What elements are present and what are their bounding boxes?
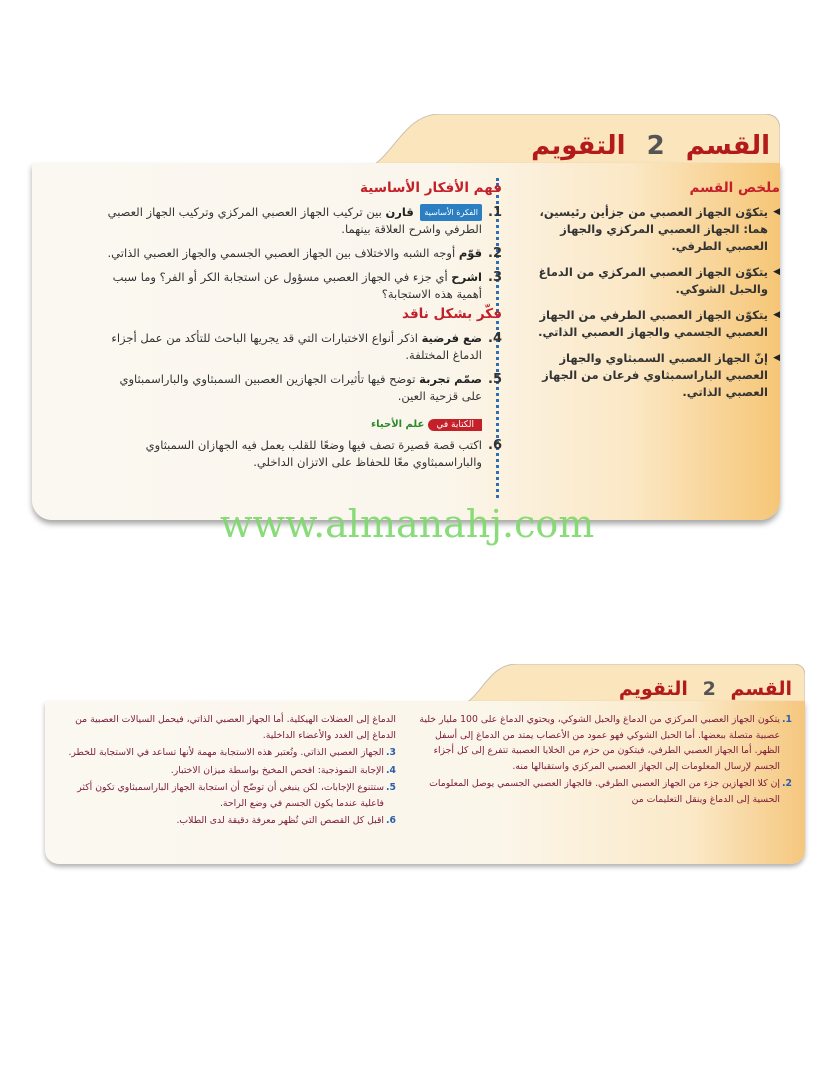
question-3 xyxy=(107,269,502,303)
title-number: 2 xyxy=(646,131,665,161)
question-verb: قارن xyxy=(385,205,414,219)
writing-in-biology-label xyxy=(107,412,502,431)
answer-number: 5. xyxy=(385,782,396,793)
writing-pill: الكتابة في xyxy=(428,419,482,431)
summary-item: ◀ يتكوّن الجهاز العصبي من جزأين رئيسين، هما: الجهاز العصبي المركزي والجهاز العصبي الطرفي. xyxy=(524,204,780,255)
question-number: 6. xyxy=(488,438,502,453)
answer-number: 2. xyxy=(781,778,792,789)
main-idea-badge: الفكرة الأساسية xyxy=(420,204,482,221)
answer-1 xyxy=(412,712,792,774)
answer-2-continued: الدماغ إلى العضلات الهيكلية. أما الجهاز العصبي الذاتي، فيحمل السيالات العصبية من الدماغ إلى الغدد والأعضاء الداخلية. xyxy=(75,714,396,741)
summary-item: ◀ يتكوّن الجهاز العصبي المركزي من الدماغ والحبل الشوكي. xyxy=(524,264,780,298)
question-text: اذكر أنواع الاختبارات التي قد يجريها الباحث للتأكد من عمل أجزاء الدماغ المختلفة. xyxy=(111,331,482,362)
answer-text: الإجابة النموذجية: افحص المخيخ بواسطة ميزان الاختبار. xyxy=(170,764,384,776)
answer-text: يتكون الجهاز العصبي المركزي من الدماغ والحبل الشوكي، ويحتوي الدماغ على 100 مليار خلية عصبية متصلة ببعضها. أما الحبل الشوكي فهو عمود من الأعصاب يمتد من الدماغ إلى أسفل الظهر. أما الجهاز العصبي الطرفي، فيتكون من حزم من الخلايا العصبية تتفرع إلى كل أجزاء الجسم لإرسال المعلومات إلى الجهاز العصبي المركزي واستقبالها منه. xyxy=(419,714,780,772)
answers-title xyxy=(619,678,792,700)
question-1 xyxy=(107,204,502,238)
answer-number: 3. xyxy=(385,747,396,758)
answers-right-column xyxy=(412,712,792,809)
question-number: 2. xyxy=(488,246,502,261)
question-text: بين تركيب الجهاز العصبي المركزي وتركيب الجهاز العصبي الطرفي واشرح العلاقة بينهما. xyxy=(107,205,482,236)
title-word-review: التقويم xyxy=(618,678,688,700)
answer-3 xyxy=(66,745,396,761)
answer-number: 4. xyxy=(385,764,396,776)
question-6 xyxy=(107,437,502,471)
answer-2 xyxy=(412,776,792,807)
answer-5 xyxy=(66,780,396,811)
answer-text: إن كلا الجهازين جزء من الجهاز العصبي الطرفي. فالجهاز العصبي الجسمي يوصل المعلومات الحسية إلى الدماغ وينقل التعليمات من xyxy=(429,778,780,805)
answers-left-column xyxy=(66,712,396,831)
question-number: 3. xyxy=(488,270,502,285)
answer-6 xyxy=(66,813,396,829)
title-word-section: القسم xyxy=(730,678,792,700)
question-verb: ضع فرضية xyxy=(421,331,482,345)
answer-number: 6. xyxy=(385,815,396,826)
answer-text: اقبل كل القصص التي تُظهر معرفة دقيقة لدى الطلاب. xyxy=(176,815,384,826)
summary-heading: ملخص القسم xyxy=(689,180,780,196)
question-verb: اشرح xyxy=(451,270,482,284)
question-4 xyxy=(107,330,502,364)
answer-text: الجهاز العصبي الذاتي. وتُعتبر هذه الاستجابة مهمة لأنها تساعد في الاستجابة للخطر. xyxy=(68,747,384,758)
summary-item: ◀ إنّ الجهاز العصبي السمبثاوي والجهاز العصبي الباراسمبثاوي فرعان من الجهاز العصبي الذاتي. xyxy=(524,350,780,401)
title-number: 2 xyxy=(702,678,716,700)
question-text: اكتب قصة قصيرة تصف فيها وضعًا للقلب يعمل فيه الجهازان السمبثاوي والباراسمبثاوي معًا للحفاظ على الاتزان الداخلي. xyxy=(145,438,482,469)
question-text: أي جزء في الجهاز العصبي مسؤول عن استجابة الكر أو الفر؟ وما سبب أهمية هذه الاستجابة؟ xyxy=(112,270,482,301)
answer-number: 1. xyxy=(781,714,792,725)
question-text: توضح فيها تأثيرات الجهازين العصبين السمبثاوي والباراسمبثاوي على قزحية العين. xyxy=(119,372,482,403)
writing-subject: علم الأحياء xyxy=(371,419,425,430)
question-5 xyxy=(107,371,502,405)
question-text: أوجه الشبه والاختلاف بين الجهاز العصبي الجسمي والجهاز العصبي الذاتي. xyxy=(107,246,456,260)
questions-column xyxy=(107,180,502,478)
question-number: 1. xyxy=(488,205,502,220)
section-title xyxy=(531,131,770,161)
main-ideas-heading: فهم الأفكار الأساسية xyxy=(360,180,502,196)
question-verb: صمّم تجربة xyxy=(419,372,482,386)
answer-4 xyxy=(66,763,396,779)
watermark: www.almanahj.com xyxy=(220,502,595,546)
title-word-review: التقويم xyxy=(531,131,626,161)
section-summary xyxy=(524,180,780,410)
critical-thinking-heading: فكّر بشكل ناقد xyxy=(402,306,502,322)
answer-text: ستتنوع الإجابات، لكن ينبغي أن توضّح أن استجابة الجهاز الباراسمبثاوي تكون أكثر فاعلية عندما يكون الجسم في وضع الراحة. xyxy=(77,782,384,809)
title-word-section: القسم xyxy=(685,131,770,161)
question-number: 4. xyxy=(488,331,502,346)
question-verb: قوّم xyxy=(458,246,482,260)
summary-item: ◀ يتكوّن الجهاز العصبي الطرفي من الجهاز العصبي الجسمي والجهاز العصبي الذاتي. xyxy=(524,307,780,341)
question-number: 5. xyxy=(488,372,502,387)
question-2 xyxy=(107,245,502,262)
